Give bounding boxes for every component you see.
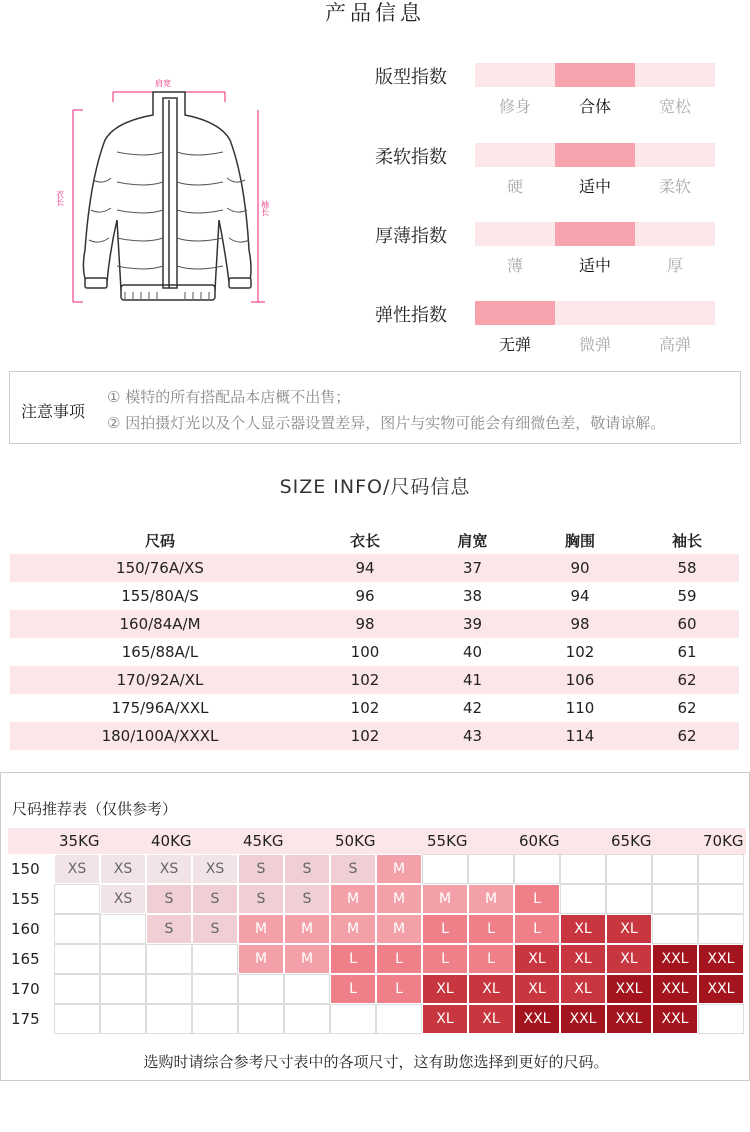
size-cell — [100, 974, 146, 1004]
size-cell — [514, 854, 560, 884]
index-bar — [475, 143, 715, 167]
table-cell: 98 — [355, 615, 375, 633]
table-cell: 150/76A/XS — [116, 559, 204, 577]
size-cell: L — [330, 944, 376, 974]
table-cell: 60 — [677, 615, 697, 633]
size-cell: S — [284, 884, 330, 914]
size-cell: XXL — [606, 1004, 652, 1034]
size-cell — [652, 914, 698, 944]
size-cell: XS — [192, 854, 238, 884]
table-cell: 58 — [677, 559, 697, 577]
table-row — [10, 694, 739, 722]
table-cell: 38 — [462, 587, 483, 605]
index-segment — [475, 143, 555, 167]
table-row — [10, 722, 739, 750]
weight-label: 35KG — [59, 832, 100, 850]
size-cell: S — [192, 914, 238, 944]
size-cell: M — [238, 944, 284, 974]
table-cell: 170/92A/XL — [116, 671, 204, 689]
weight-label: 60KG — [519, 832, 560, 850]
table-cell: 43 — [462, 727, 483, 745]
note-line-1: ① 模特的所有搭配品本店概不出售； — [107, 388, 351, 406]
table-cell: 94 — [570, 587, 590, 605]
index-segment — [555, 63, 635, 87]
table-cell: 102 — [350, 727, 380, 745]
size-cell: XXL — [514, 1004, 560, 1034]
size-cell: L — [514, 884, 560, 914]
size-cell: XL — [468, 1004, 514, 1034]
notes-box — [9, 371, 741, 444]
size-cell — [652, 884, 698, 914]
size-cell: XS — [146, 854, 192, 884]
product-info-title: 产品信息 — [325, 1, 425, 25]
length-label: 衣长 — [55, 190, 65, 206]
size-cell — [284, 974, 330, 1004]
recommend-footer: 选购时请综合参考尺寸表中的各项尺寸，这有助您选择到更好的尺码。 — [143, 1053, 609, 1071]
size-cell — [54, 1004, 100, 1034]
height-label: 175 — [11, 1010, 40, 1028]
size-cell — [698, 1004, 744, 1034]
index-segment — [475, 222, 555, 246]
weight-label: 65KG — [611, 832, 652, 850]
size-cell — [146, 1004, 192, 1034]
index-option: 无弹 — [498, 335, 531, 354]
size-cell: S — [284, 854, 330, 884]
size-cell: XXL — [652, 1004, 698, 1034]
size-recommend-box — [0, 772, 750, 1081]
index-label: 版型指数 — [375, 67, 447, 88]
table-cell: 90 — [570, 559, 590, 577]
size-table-header: 衣长 — [349, 531, 380, 550]
size-cell: M — [376, 914, 422, 944]
index-segment — [475, 63, 555, 87]
index-segment — [475, 301, 555, 325]
size-cell: S — [238, 854, 284, 884]
size-cell: M — [330, 914, 376, 944]
size-cell — [192, 1004, 238, 1034]
size-cell: XS — [54, 854, 100, 884]
table-cell: 98 — [570, 615, 590, 633]
size-cell — [192, 974, 238, 1004]
table-cell: 94 — [355, 559, 375, 577]
size-table-header: 胸围 — [564, 531, 595, 550]
index-segment — [635, 143, 715, 167]
size-cell — [606, 884, 652, 914]
size-cell — [54, 944, 100, 974]
size-cell — [698, 854, 744, 884]
index-option: 高弹 — [658, 335, 691, 354]
size-cell: L — [422, 914, 468, 944]
index-bar — [475, 301, 715, 325]
table-cell: 114 — [565, 727, 595, 745]
size-table-header: 袖长 — [671, 531, 702, 550]
index-segment — [555, 143, 635, 167]
index-label: 柔软指数 — [375, 147, 447, 168]
size-cell: S — [146, 914, 192, 944]
size-cell — [422, 854, 468, 884]
size-cell — [698, 914, 744, 944]
shoulder-label: 肩宽 — [155, 79, 171, 88]
size-cell — [560, 854, 606, 884]
index-segment — [635, 301, 715, 325]
table-cell: 41 — [462, 671, 483, 689]
size-cell: XL — [560, 944, 606, 974]
table-cell: 180/100A/XXXL — [101, 727, 219, 745]
size-cell: L — [330, 974, 376, 1004]
index-label: 厚薄指数 — [375, 226, 447, 247]
weight-label: 45KG — [243, 832, 284, 850]
index-option: 合体 — [578, 97, 611, 116]
height-label: 160 — [11, 920, 40, 938]
size-cell: XL — [560, 974, 606, 1004]
size-cell — [146, 944, 192, 974]
index-option: 微弹 — [578, 335, 611, 354]
size-table-header: 尺码 — [144, 531, 175, 550]
table-cell: 106 — [565, 671, 595, 689]
table-cell: 62 — [677, 699, 697, 717]
height-label: 150 — [11, 860, 40, 878]
table-cell: 102 — [350, 671, 380, 689]
table-cell: 37 — [462, 559, 483, 577]
size-cell: XL — [514, 974, 560, 1004]
table-row — [10, 554, 739, 582]
size-cell — [606, 854, 652, 884]
index-option: 宽松 — [658, 97, 691, 116]
sleeve-label: 袖长 — [260, 200, 270, 216]
index-option: 柔软 — [658, 177, 691, 196]
index-option: 适中 — [578, 177, 611, 196]
height-label: 170 — [11, 980, 40, 998]
size-info-title: SIZE INFO/尺码信息 — [279, 476, 471, 498]
size-cell: M — [330, 884, 376, 914]
size-cell: XL — [606, 914, 652, 944]
table-cell: 62 — [677, 727, 697, 745]
size-table-header: 肩宽 — [457, 531, 488, 550]
index-segment — [555, 222, 635, 246]
size-cell: L — [376, 974, 422, 1004]
size-cell: L — [514, 914, 560, 944]
table-cell: 62 — [677, 671, 697, 689]
table-cell: 100 — [350, 643, 380, 661]
size-cell — [54, 914, 100, 944]
size-cell: XXL — [652, 944, 698, 974]
size-cell: M — [238, 914, 284, 944]
size-cell — [100, 914, 146, 944]
table-cell: 59 — [677, 587, 697, 605]
table-cell: 39 — [462, 615, 483, 633]
height-label: 165 — [11, 950, 40, 968]
size-cell: L — [422, 944, 468, 974]
index-segment — [635, 222, 715, 246]
size-cell: XXL — [698, 944, 744, 974]
size-cell: M — [376, 854, 422, 884]
size-cell: XL — [468, 974, 514, 1004]
size-cell: M — [284, 944, 330, 974]
size-cell: XXL — [560, 1004, 606, 1034]
size-cell — [698, 884, 744, 914]
table-cell: 40 — [462, 643, 483, 661]
height-label: 155 — [11, 890, 40, 908]
size-cell: XL — [514, 944, 560, 974]
size-cell — [54, 974, 100, 1004]
size-cell: M — [422, 884, 468, 914]
table-cell: 42 — [462, 699, 483, 717]
size-cell: L — [468, 944, 514, 974]
index-bar — [475, 63, 715, 87]
recommend-title: 尺码推荐表（仅供参考） — [12, 800, 178, 818]
size-cell: XL — [422, 974, 468, 1004]
size-cell: M — [468, 884, 514, 914]
size-cell: XXL — [698, 974, 744, 1004]
size-cell: XXL — [606, 974, 652, 1004]
size-cell: L — [468, 914, 514, 944]
size-cell — [376, 1004, 422, 1034]
table-row — [10, 638, 739, 666]
index-option: 薄 — [506, 256, 523, 275]
index-option: 修身 — [498, 97, 531, 116]
size-cell — [284, 1004, 330, 1034]
size-cell: S — [146, 884, 192, 914]
size-cell — [560, 884, 606, 914]
size-cell: S — [330, 854, 376, 884]
size-cell: M — [376, 884, 422, 914]
index-bar — [475, 222, 715, 246]
note-line-2: ② 因拍摄灯光以及个人显示器设置差异，图片与实物可能会有细微色差，敬请谅解。 — [107, 414, 666, 432]
index-option: 适中 — [578, 256, 611, 275]
size-cell: XXL — [652, 974, 698, 1004]
index-segment — [635, 63, 715, 87]
size-cell — [100, 1004, 146, 1034]
index-option: 硬 — [506, 177, 523, 196]
weight-label: 70KG — [703, 832, 744, 850]
weight-label: 50KG — [335, 832, 376, 850]
size-cell: M — [284, 914, 330, 944]
table-row — [10, 666, 739, 694]
table-cell: 102 — [350, 699, 380, 717]
notes-label: 注意事项 — [21, 402, 86, 421]
size-cell — [468, 854, 514, 884]
size-cell — [330, 1004, 376, 1034]
weight-label: 55KG — [427, 832, 468, 850]
size-cell: XS — [100, 854, 146, 884]
table-cell: 61 — [677, 643, 697, 661]
size-cell — [238, 1004, 284, 1034]
weight-header-row — [8, 828, 746, 854]
size-cell: XL — [422, 1004, 468, 1034]
size-cell: S — [238, 884, 284, 914]
size-cell: S — [192, 884, 238, 914]
index-option: 厚 — [666, 256, 683, 275]
table-cell: 155/80A/S — [121, 587, 199, 605]
size-cell: XS — [100, 884, 146, 914]
size-table — [10, 526, 739, 750]
table-cell: 96 — [355, 587, 375, 605]
weight-label: 40KG — [151, 832, 192, 850]
size-cell — [652, 854, 698, 884]
table-row — [10, 610, 739, 638]
size-cell — [54, 884, 100, 914]
table-cell: 165/88A/L — [121, 643, 199, 661]
table-cell: 175/96A/XXL — [111, 699, 209, 717]
size-cell — [146, 974, 192, 1004]
table-cell: 102 — [565, 643, 595, 661]
size-cell — [192, 944, 238, 974]
size-cell: XL — [560, 914, 606, 944]
table-row — [10, 582, 739, 610]
size-cell — [100, 944, 146, 974]
index-segment — [555, 301, 635, 325]
size-cell: L — [376, 944, 422, 974]
index-label: 弹性指数 — [375, 305, 447, 326]
jacket-diagram — [55, 70, 295, 310]
size-cell — [238, 974, 284, 1004]
table-cell: 160/84A/M — [119, 615, 201, 633]
size-cell: XL — [606, 944, 652, 974]
table-cell: 110 — [565, 699, 595, 717]
